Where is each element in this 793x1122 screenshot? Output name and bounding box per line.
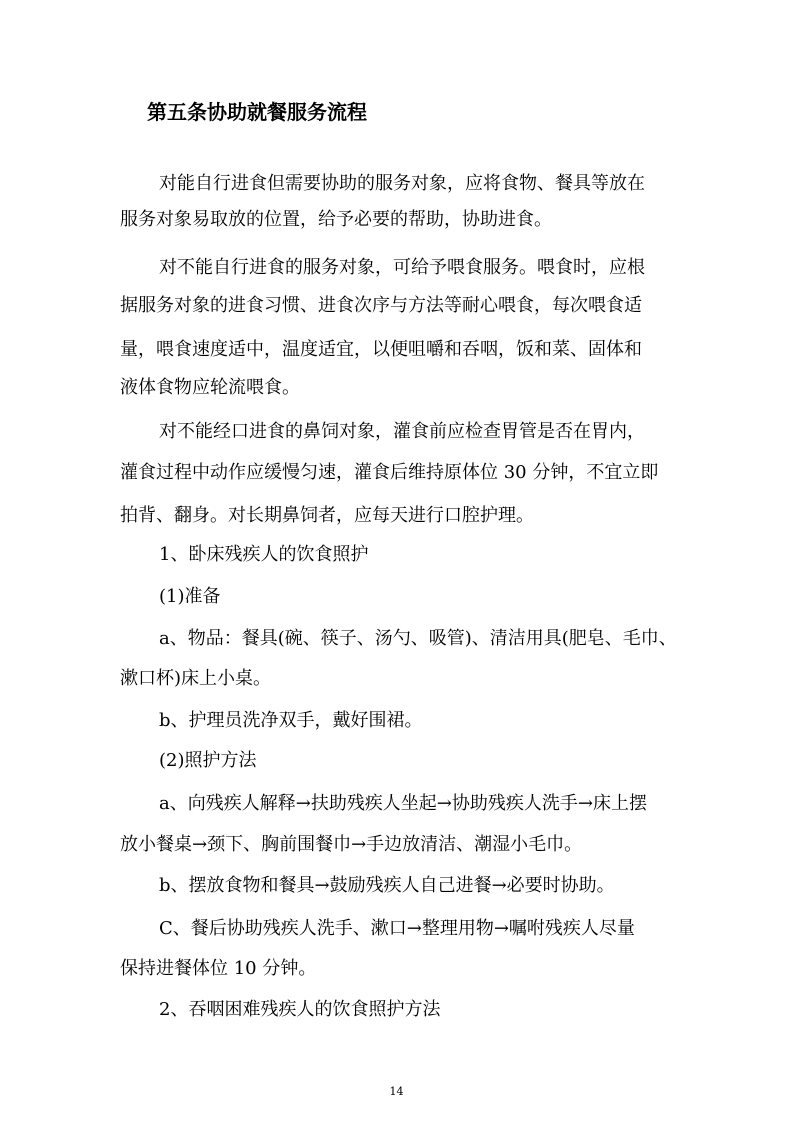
paragraph-line: 对不能自行进食的服务对象，可给予喂食服务。喂食时，应根 (159, 257, 645, 278)
paragraph-line: 放小餐桌→颈下、胸前围餐巾→手边放清洁、潮湿小毛巾。 (120, 834, 583, 855)
subheading-line: 1、卧床残疾人的饮食照护 (159, 544, 369, 565)
paragraph-line: b、护理员洗净双手，戴好围裙。 (159, 710, 423, 731)
subheading-line: (1)准备 (159, 586, 221, 607)
paragraph-line: 服务对象易取放的位置，给予必要的帮助，协助进食。 (120, 209, 552, 230)
paragraph-line: 液体食物应轮流喂食。 (120, 377, 300, 398)
paragraph-line: a、物品：餐具(碗、筷子、汤勺、吸管)、清洁用具(肥皂、毛巾、 (159, 628, 677, 649)
paragraph-line: 灌食过程中动作应缓慢匀速，灌食后维持原体位 30 分钟，不宜立即 (120, 462, 659, 483)
subheading-line: (2)照护方法 (159, 750, 257, 771)
paragraph-line: 拍背、翻身。对长期鼻饲者，应每天进行口腔护理。 (120, 505, 534, 526)
paragraph-line: 据服务对象的进食习惯、进食次序与方法等耐心喂食，每次喂食适 (120, 295, 642, 316)
page-number: 14 (389, 1085, 404, 1098)
paragraph-line: 对不能经口进食的鼻饲对象，灌食前应检查胃管是否在胃内， (159, 421, 645, 442)
paragraph-line: a、向残疾人解释→扶助残疾人坐起→协助残疾人洗手→床上摆 (159, 793, 647, 814)
paragraph-line: 对能自行进食但需要协助的服务对象，应将食物、餐具等放在 (159, 173, 645, 194)
paragraph-line: b、摆放食物和餐具→鼓励残疾人自己进餐→必要时协助。 (159, 875, 615, 896)
subheading-line: 2、吞咽困难残疾人的饮食照护方法 (159, 999, 441, 1020)
paragraph-line: 量，喂食速度适中，温度适宜，以便咀嚼和吞咽，饭和菜、固体和 (120, 339, 642, 360)
paragraph-line: C、餐后协助残疾人洗手、漱口→整理用物→嘱咐残疾人尽量 (159, 918, 635, 939)
paragraph-line: 保持进餐体位 10 分钟。 (120, 958, 317, 979)
paragraph-line: 漱口杯)床上小桌。 (120, 668, 272, 689)
section-title: 第五条协助就餐服务流程 (147, 100, 367, 124)
